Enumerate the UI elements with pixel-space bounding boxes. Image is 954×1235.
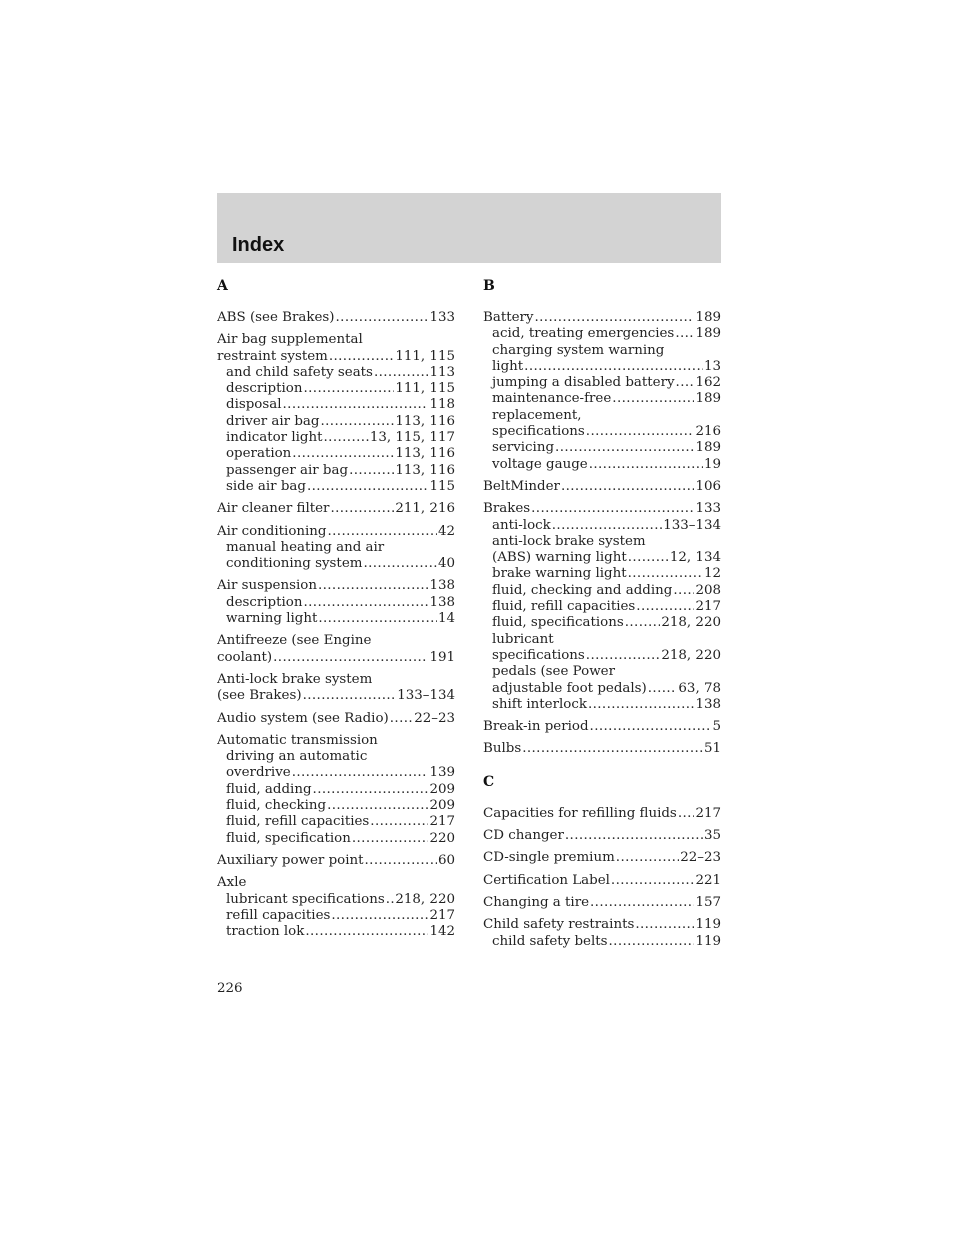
index-entry-line — [483, 719, 721, 735]
entry-term: light — [492, 358, 524, 374]
dot-leader — [292, 765, 429, 781]
entry-term: driver air bag — [226, 413, 320, 429]
index-subentry-line — [217, 798, 455, 814]
entry-term: Changing a tire — [483, 894, 590, 910]
entry-page-reference: 42 — [437, 523, 455, 539]
entry-page-reference: 209 — [429, 798, 455, 814]
entry-page-reference: 189 — [695, 440, 721, 456]
dot-leader — [524, 359, 703, 375]
dot-leader — [609, 934, 695, 950]
entry-page-reference: 133–134 — [663, 517, 721, 533]
dot-leader — [303, 381, 394, 397]
index-subentry-line — [483, 408, 721, 424]
index-entry-line — [217, 733, 455, 749]
entry-page-reference: 111, 115 — [395, 381, 455, 397]
dot-leader — [390, 711, 413, 727]
entry-page-reference: 119 — [695, 917, 721, 933]
index-entry — [483, 850, 721, 866]
index-entry — [217, 501, 455, 517]
dot-leader — [586, 648, 661, 664]
index-entry-line — [217, 524, 455, 540]
index-entry — [483, 917, 721, 950]
index-entry-line — [217, 349, 455, 365]
dot-leader — [628, 550, 669, 566]
index-entry-line — [483, 828, 721, 844]
index-subentry-line — [217, 556, 455, 572]
index-subentry-line — [483, 534, 721, 550]
dot-leader — [676, 375, 695, 391]
entry-page-reference: 119 — [695, 933, 721, 949]
entry-page-reference: 189 — [695, 391, 721, 407]
dot-leader — [616, 850, 679, 866]
entry-term: fluid, checking and adding — [492, 582, 673, 598]
entry-page-reference: 22–23 — [414, 710, 455, 726]
dot-leader — [628, 566, 703, 582]
index-entry — [217, 733, 455, 847]
entry-term: Auxiliary power point — [217, 852, 364, 868]
index-subentry-line — [483, 375, 721, 391]
index-subentry-line — [483, 599, 721, 615]
dot-leader — [625, 615, 661, 631]
dot-leader — [370, 814, 428, 830]
index-subentry-line — [483, 681, 721, 697]
entry-term: replacement, — [492, 407, 582, 423]
dot-leader — [589, 457, 703, 473]
index-subentry-line — [217, 365, 455, 381]
index-subentry-line — [483, 934, 721, 950]
entry-term: operation — [226, 446, 292, 462]
entry-term: Antifreeze (see Engine — [217, 633, 372, 649]
index-entry-line — [483, 850, 721, 866]
entry-page-reference: 218, 220 — [661, 615, 721, 631]
entry-page-reference: 12 — [703, 566, 721, 582]
index-entry — [217, 672, 455, 705]
index-entry-line — [217, 650, 455, 666]
entry-page-reference: 13, 115, 117 — [369, 430, 455, 446]
index-entry-line — [483, 310, 721, 326]
entry-term: brake warning light — [492, 566, 627, 582]
entry-page-reference: 133 — [429, 310, 455, 325]
entry-term: maintenance-free — [492, 391, 612, 407]
entry-page-reference: 157 — [695, 894, 721, 910]
entry-term: overdrive — [226, 765, 291, 781]
dot-leader — [648, 681, 678, 697]
dot-leader — [324, 430, 369, 446]
entry-term: passenger air bag — [226, 462, 349, 478]
index-subentry-line — [217, 814, 455, 830]
dot-leader — [675, 326, 694, 342]
entry-page-reference: 22–23 — [680, 850, 721, 866]
index-subentry-line — [483, 566, 721, 582]
index-entry-line — [217, 672, 455, 688]
index-entry — [483, 806, 721, 822]
index-entry-line — [217, 332, 455, 348]
entry-page-reference: 12, 134 — [669, 550, 721, 566]
entry-page-reference: 211, 216 — [395, 501, 455, 517]
entry-page-reference: 220 — [429, 830, 455, 846]
index-entry — [483, 479, 721, 495]
entry-term: fluid, refill capacities — [492, 599, 636, 615]
dot-leader — [320, 414, 394, 430]
entry-term: CD changer — [483, 828, 564, 844]
entry-page-reference: 209 — [429, 781, 455, 797]
index-subentry-line — [217, 782, 455, 798]
entry-term: specifications — [492, 647, 585, 663]
entry-term: Child safety restraints — [483, 917, 635, 933]
dot-leader — [673, 583, 694, 599]
entry-term: ABS (see Brakes) — [217, 310, 335, 325]
dot-leader — [327, 524, 436, 540]
entry-term: manual heating and air — [226, 539, 385, 555]
index-entry-line — [217, 501, 455, 517]
section-header-band — [217, 193, 721, 263]
dot-leader — [386, 892, 395, 908]
entry-term: driving an automatic — [226, 749, 368, 765]
index-letter-heading: C — [483, 773, 495, 790]
dot-leader — [330, 501, 394, 517]
index-entry — [217, 578, 455, 627]
index-entry-line — [483, 873, 721, 889]
index-subentry-line — [483, 359, 721, 375]
entry-page-reference: 118 — [429, 397, 455, 413]
index-letter-heading: A — [217, 278, 228, 294]
index-subentry-line — [483, 440, 721, 456]
dot-leader — [331, 908, 428, 924]
index-subentry-line — [483, 583, 721, 599]
entry-page-reference: 191 — [429, 649, 455, 665]
index-entry-line — [217, 578, 455, 594]
entry-term: Air bag supplemental — [217, 332, 363, 348]
index-subentry-line — [483, 518, 721, 534]
dot-leader — [611, 873, 695, 889]
index-subentry-line — [217, 540, 455, 556]
entry-term: and child safety seats — [226, 364, 373, 380]
entry-page-reference: 189 — [695, 310, 721, 325]
dot-leader — [561, 479, 694, 495]
index-subentry-line — [483, 391, 721, 407]
index-entry — [483, 501, 721, 713]
entry-page-reference: 106 — [695, 478, 721, 494]
index-subentry-line — [217, 908, 455, 924]
entry-page-reference: 113, 116 — [395, 413, 455, 429]
index-subentry-line — [217, 595, 455, 611]
index-letter-heading: B — [483, 278, 495, 294]
dot-leader — [313, 782, 429, 798]
entry-term: Battery — [483, 310, 534, 325]
index-subentry-line — [217, 463, 455, 479]
index-subentry-line — [217, 397, 455, 413]
index-entry-line — [217, 853, 455, 869]
entry-term: fluid, checking — [226, 798, 327, 814]
index-subentry-line — [217, 749, 455, 765]
dot-leader — [273, 650, 428, 666]
entry-page-reference: 138 — [429, 594, 455, 610]
index-subentry-line — [217, 892, 455, 908]
dot-leader — [327, 798, 428, 814]
entry-page-reference: 63, 78 — [678, 680, 721, 696]
entry-term: fluid, refill capacities — [226, 814, 370, 830]
dot-leader — [522, 741, 703, 757]
entry-page-reference: 139 — [429, 765, 455, 781]
dot-leader — [636, 599, 694, 615]
index-subentry-line — [217, 446, 455, 462]
entry-term: (see Brakes) — [217, 688, 302, 704]
entry-term: side air bag — [226, 478, 306, 494]
dot-leader — [612, 391, 694, 407]
entry-page-reference: 218, 220 — [395, 891, 455, 907]
entry-term: pedals (see Power — [492, 664, 615, 680]
dot-leader — [555, 440, 694, 456]
index-subentry-line — [483, 697, 721, 713]
page-title: Index — [232, 234, 285, 256]
index-subentry-line — [483, 632, 721, 648]
index-entry — [483, 741, 721, 757]
index-subentry-line — [483, 326, 721, 342]
entry-term: description — [226, 381, 303, 397]
dot-leader — [307, 479, 428, 495]
entry-page-reference: 189 — [695, 326, 721, 342]
entry-term: Break-in period — [483, 719, 589, 735]
entry-page-reference: 221 — [695, 872, 721, 888]
index-subentry-line — [217, 831, 455, 847]
dot-leader — [303, 688, 397, 704]
entry-term: Air cleaner filter — [217, 501, 330, 517]
dot-leader — [374, 365, 429, 381]
entry-term: Air suspension — [217, 578, 317, 594]
entry-term: shift interlock — [492, 696, 587, 712]
entry-page-reference: 216 — [695, 424, 721, 440]
entry-page-reference: 19 — [703, 456, 721, 472]
entry-page-reference: 115 — [429, 478, 455, 494]
entry-term: anti-lock — [492, 517, 551, 533]
index-entry-line — [483, 501, 721, 517]
entry-page-reference: 113, 116 — [395, 446, 455, 462]
page-number: 226 — [217, 981, 243, 996]
entry-term: specifications — [492, 424, 585, 440]
index-subentry-line — [217, 479, 455, 495]
index-subentry-line — [217, 765, 455, 781]
dot-leader — [303, 595, 428, 611]
index-entry — [217, 633, 455, 666]
index-entry-line — [217, 875, 455, 891]
entry-term: indicator light — [226, 430, 323, 446]
dot-leader — [363, 556, 437, 572]
index-subentry-line — [217, 414, 455, 430]
entry-term: disposal — [226, 397, 282, 413]
index-column-left — [217, 278, 455, 946]
entry-term: Certification Label — [483, 872, 610, 888]
index-entry-line — [483, 741, 721, 757]
dot-leader — [352, 831, 429, 847]
entry-term: jumping a disabled battery — [492, 375, 675, 391]
index-column-right — [483, 278, 721, 956]
entry-term: BeltMinder — [483, 478, 560, 494]
entry-term: charging system warning — [492, 342, 665, 358]
entry-term: voltage gauge — [492, 456, 588, 472]
entry-page-reference: 138 — [429, 578, 455, 594]
entry-term: Capacities for refilling fluids — [483, 805, 677, 821]
dot-leader — [565, 828, 703, 844]
entry-term: warning light — [226, 611, 318, 627]
entry-term: adjustable foot pedals) — [492, 680, 647, 696]
index-subentry-line — [483, 615, 721, 631]
entry-page-reference: 35 — [703, 828, 721, 844]
entry-page-reference: 218, 220 — [661, 647, 721, 663]
entry-term: lubricant specifications — [226, 891, 385, 907]
entry-term: description — [226, 594, 303, 610]
index-subentry-line — [483, 343, 721, 359]
index-entry — [483, 310, 721, 473]
index-subentry-line — [217, 381, 455, 397]
entry-page-reference: 208 — [695, 582, 721, 598]
entry-page-reference: 60 — [437, 852, 455, 868]
index-entry — [483, 719, 721, 735]
index-entry-line — [217, 711, 455, 727]
entry-term: lubricant — [492, 631, 554, 647]
index-entry-line — [483, 917, 721, 933]
entry-page-reference: 217 — [429, 814, 455, 830]
index-entry-line — [483, 895, 721, 911]
index-entry-line — [483, 806, 721, 822]
index-entry — [217, 853, 455, 869]
entry-page-reference: 51 — [703, 741, 721, 757]
entry-term: servicing — [492, 440, 555, 456]
index-subentry-line — [483, 664, 721, 680]
dot-leader — [318, 578, 428, 594]
index-subentry-line — [217, 611, 455, 627]
index-entry — [483, 828, 721, 844]
index-entry — [483, 873, 721, 889]
dot-leader — [588, 697, 694, 713]
dot-leader — [329, 349, 395, 365]
index-entry — [483, 895, 721, 911]
index-subentry-line — [483, 457, 721, 473]
entry-term: Air conditioning — [217, 523, 327, 539]
index-entry — [217, 310, 455, 326]
entry-term: (ABS) warning light — [492, 550, 627, 566]
entry-page-reference: 14 — [437, 611, 455, 627]
entry-page-reference: 217 — [429, 907, 455, 923]
dot-leader — [534, 310, 694, 326]
dot-leader — [318, 611, 437, 627]
entry-page-reference: 5 — [712, 719, 721, 735]
entry-term: anti-lock brake system — [492, 533, 646, 549]
dot-leader — [531, 501, 694, 517]
entry-term: coolant) — [217, 649, 273, 665]
index-subentry-line — [217, 924, 455, 940]
index-entry-line — [217, 688, 455, 704]
dot-leader — [365, 853, 437, 869]
entry-term: Automatic transmission — [217, 732, 378, 748]
dot-leader — [635, 917, 694, 933]
index-subentry-line — [483, 648, 721, 664]
index-subentry-line — [217, 430, 455, 446]
dot-leader — [586, 424, 695, 440]
dot-leader — [590, 895, 694, 911]
entry-page-reference: 113 — [429, 364, 455, 380]
entry-page-reference: 40 — [437, 556, 455, 572]
index-entry-line — [217, 310, 455, 326]
index-entry — [217, 875, 455, 940]
dot-leader — [590, 719, 712, 735]
entry-term: fluid, adding — [226, 781, 312, 797]
entry-term: fluid, specifications — [492, 615, 624, 631]
dot-leader — [552, 518, 662, 534]
entry-term: refill capacities — [226, 907, 331, 923]
dot-leader — [678, 806, 695, 822]
index-subentry-line — [483, 424, 721, 440]
entry-page-reference: 133–134 — [397, 688, 455, 704]
entry-term: traction lok — [226, 924, 305, 940]
entry-term: conditioning system — [226, 556, 363, 572]
index-entry — [217, 332, 455, 495]
entry-term: child safety belts — [492, 933, 608, 949]
entry-term: CD-single premium — [483, 850, 615, 866]
dot-leader — [336, 310, 429, 326]
dot-leader — [305, 924, 428, 940]
index-entry-line — [483, 479, 721, 495]
entry-page-reference: 138 — [695, 696, 721, 712]
entry-page-reference: 162 — [695, 375, 721, 391]
entry-term: Bulbs — [483, 741, 522, 757]
index-entry — [217, 711, 455, 727]
entry-term: acid, treating emergencies — [492, 326, 675, 342]
index-entry — [217, 524, 455, 573]
entry-term: restraint system — [217, 348, 328, 364]
entry-page-reference: 113, 116 — [395, 462, 455, 478]
entry-page-reference: 111, 115 — [395, 348, 455, 364]
entry-term: fluid, specification — [226, 830, 351, 846]
entry-term: Audio system (see Radio) — [217, 710, 389, 726]
entry-term: Brakes — [483, 501, 531, 517]
index-entry-line — [217, 633, 455, 649]
entry-page-reference: 217 — [695, 805, 721, 821]
dot-leader — [349, 463, 394, 479]
index-subentry-line — [483, 550, 721, 566]
entry-page-reference: 13 — [703, 358, 721, 374]
entry-page-reference: 133 — [695, 501, 721, 517]
entry-page-reference: 217 — [695, 599, 721, 615]
dot-leader — [292, 446, 394, 462]
entry-term: Axle — [217, 875, 247, 891]
entry-page-reference: 142 — [429, 924, 455, 940]
entry-term: Anti-lock brake system — [217, 671, 373, 687]
dot-leader — [283, 397, 429, 413]
